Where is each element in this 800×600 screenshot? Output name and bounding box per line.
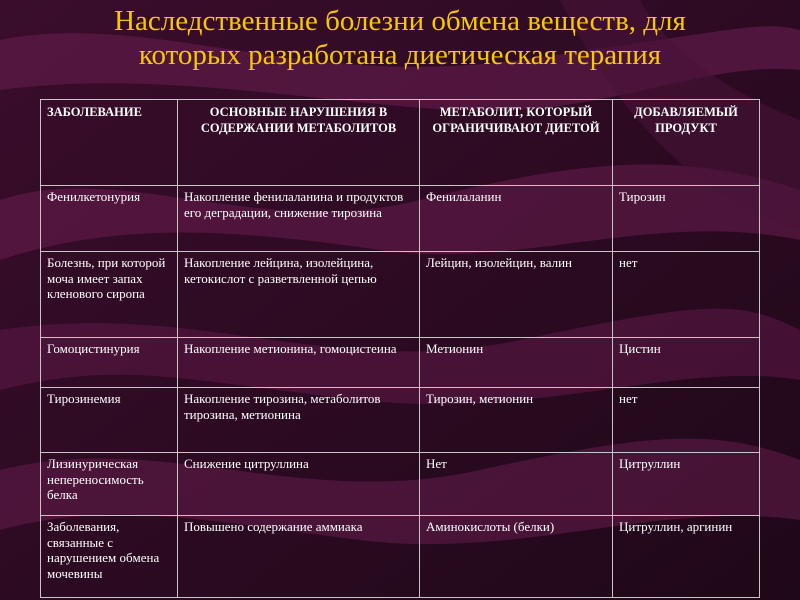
cell-disorders: Повышено содержание аммиака bbox=[178, 516, 420, 598]
table-row bbox=[41, 453, 760, 516]
cell-restricted-metabolite: Нет bbox=[420, 453, 613, 516]
table-row bbox=[41, 252, 760, 338]
cell-disease: Болезнь, при которой моча имеет запах кленового сиропа bbox=[41, 252, 178, 338]
table-row bbox=[41, 338, 760, 388]
cell-disease: Фенилкетонурия bbox=[41, 186, 178, 252]
cell-disorders: Накопление фенилаланина и продуктов его деградации, снижение тирозина bbox=[178, 186, 420, 252]
cell-disorders: Накопление тирозина, метаболитов тирозина, метионина bbox=[178, 388, 420, 453]
cell-restricted-metabolite: Фенилаланин bbox=[420, 186, 613, 252]
slide-title-line-1: Наследственные болезни обмена веществ, для bbox=[114, 5, 686, 37]
cell-added-product: Цитруллин, аргинин bbox=[613, 516, 760, 598]
diseases-table bbox=[40, 99, 760, 598]
cell-added-product: нет bbox=[613, 388, 760, 453]
cell-disease: Заболевания, связанные с нарушением обмена мочевины bbox=[41, 516, 178, 598]
cell-restricted-metabolite: Аминокислоты (белки) bbox=[420, 516, 613, 598]
cell-disease: Гомоцистинурия bbox=[41, 338, 178, 388]
cell-disease: Лизинурическая непереносимость белка bbox=[41, 453, 178, 516]
cell-restricted-metabolite: Тирозин, метионин bbox=[420, 388, 613, 453]
table-row bbox=[41, 388, 760, 453]
cell-disorders: Накопление лейцина, изолейцина, кетокислот с разветвленной цепью bbox=[178, 252, 420, 338]
header-restricted-metabolite: МЕТАБОЛИТ, КОТОРЫЙ ОГРАНИЧИВАЮТ ДИЕТОЙ bbox=[420, 100, 613, 186]
slide-title-line-2: которых разработана диетическая терапия bbox=[138, 39, 662, 71]
cell-added-product: Тирозин bbox=[613, 186, 760, 252]
table-row bbox=[41, 186, 760, 252]
cell-added-product: нет bbox=[613, 252, 760, 338]
header-added-product: ДОБАВЛЯЕМЫЙ ПРОДУКТ bbox=[613, 100, 760, 186]
cell-disease: Тирозинемия bbox=[41, 388, 178, 453]
slide-title bbox=[0, 4, 800, 72]
cell-added-product: Цистин bbox=[613, 338, 760, 388]
cell-restricted-metabolite: Лейцин, изолейцин, валин bbox=[420, 252, 613, 338]
header-disorders: ОСНОВНЫЕ НАРУШЕНИЯ В СОДЕРЖАНИИ МЕТАБОЛИТОВ bbox=[178, 100, 420, 186]
cell-disorders: Снижение цитруллина bbox=[178, 453, 420, 516]
cell-disorders: Накопление метионина, гомоцистеина bbox=[178, 338, 420, 388]
cell-restricted-metabolite: Метионин bbox=[420, 338, 613, 388]
table-row bbox=[41, 516, 760, 598]
header-disease: ЗАБОЛЕВАНИЕ bbox=[41, 100, 178, 186]
cell-added-product: Цитруллин bbox=[613, 453, 760, 516]
table-header-row bbox=[41, 100, 760, 186]
